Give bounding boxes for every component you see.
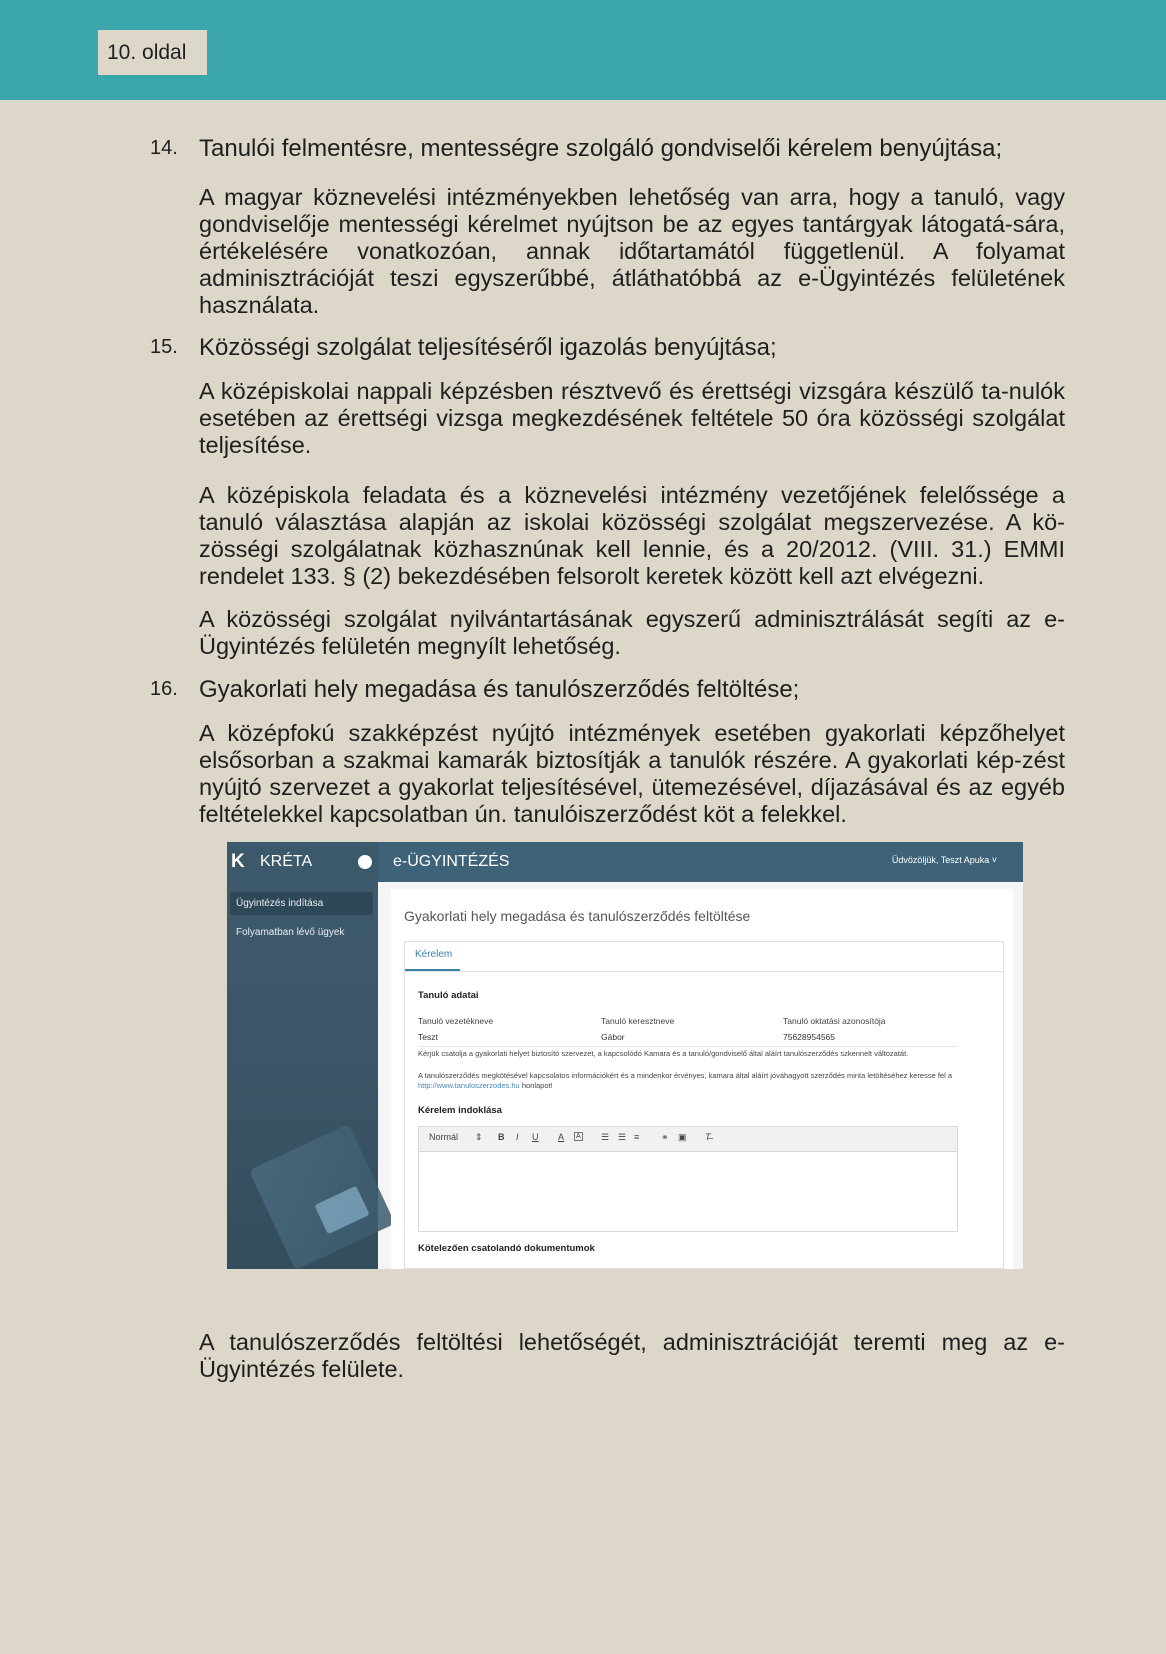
sidebar-toggle-icon[interactable] xyxy=(358,855,372,869)
logo-text: KRÉTA xyxy=(260,853,313,870)
section-request-reason: Kérelem indoklása xyxy=(418,1105,502,1116)
section-student-data: Tanuló adatai xyxy=(418,990,479,1001)
align-icon[interactable]: ≡ xyxy=(634,1132,640,1142)
bold-icon[interactable]: B xyxy=(498,1132,505,1142)
field-label-lastname: Tanuló vezetékneve xyxy=(418,1016,494,1026)
tab-request[interactable]: Kérelem xyxy=(405,942,460,971)
ordered-list-icon[interactable]: ☰ xyxy=(601,1132,610,1142)
upload-instruction: Kérjük csatolja a gyakorlati helyet biztosító szervezet, a kapcsolódó Kamara és a tanuló/gondviselő által aláírt tanulószerződés szkennelt változatát. xyxy=(418,1049,909,1058)
paragraph: A középiskola feladata és a köznevelési intézmény vezetőjének felelőssége a tanuló választása alapján az iskolai közösségi szolgálat megszervezése. A kö-zösségi szolgálatnak közhasznúnak kell lennie, és a 20/2012. (VIII. 31.) EMMI rendelet 133. § (2) bekezdésében felsorolt keretek között kell azt elvégezni. xyxy=(199,482,1065,589)
editor-toolbar xyxy=(419,1127,957,1152)
item-title: Közösségi szolgálat teljesítéséről igazolás benyújtása; xyxy=(199,334,777,361)
item-number: 14. xyxy=(150,137,178,159)
sidebar xyxy=(227,842,378,1269)
field-value-lastname: Teszt xyxy=(418,1032,438,1042)
app-title: e-ÜGYINTÉZÉS xyxy=(393,853,510,870)
decorative-tablet-image xyxy=(249,1124,395,1269)
tanuloszerzodes-link[interactable]: http://www.tanuloszerzodes.hu xyxy=(418,1081,520,1090)
paragraph: A közösségi szolgálat nyilvántartásának egyszerű adminisztrálását segíti az e-Ügyintézés felületén megnyílt lehetőség. xyxy=(199,606,1065,659)
sidebar-item-ongoing-cases[interactable]: Folyamatban lévő ügyek xyxy=(236,927,345,938)
field-label-student-id: Tanuló oktatási azonosítója xyxy=(783,1016,886,1026)
sidebar-item-start-case[interactable]: Ügyintézés indítása xyxy=(230,892,373,915)
link-icon[interactable]: ⚭ xyxy=(661,1132,669,1142)
page-number-label: 10. oldal xyxy=(98,30,207,75)
clear-format-icon[interactable]: T̶ xyxy=(705,1132,711,1142)
info-note xyxy=(418,1071,958,1091)
field-value-student-id: 75628954565 xyxy=(783,1032,836,1042)
user-menu[interactable]: Üdvözöljük, Teszt Apuka ˅ xyxy=(891,855,997,865)
rich-text-editor[interactable] xyxy=(418,1126,958,1232)
text-color-icon[interactable]: A xyxy=(558,1132,565,1142)
tab-bar xyxy=(404,941,1004,971)
section-required-docs: Kötelezően csatolandó dokumentumok xyxy=(418,1243,595,1254)
item-title: Tanulói felmentésre, mentességre szolgáló gondviselői kérelem benyújtása; xyxy=(199,135,1003,162)
divider xyxy=(418,1046,958,1047)
italic-icon[interactable]: I xyxy=(516,1132,519,1142)
info-note-text: A tanulószerződés megkötésével kapcsolatos információkért és a mindenkor érvényes, kamara által aláírt jóváhagyott szerződés minta letöltéséhez keresse fel a xyxy=(418,1071,953,1080)
field-value-firstname: Gábor xyxy=(601,1032,625,1042)
paragraph: A középfokú szakképzést nyújtó intézmények esetében gyakorlati képzőhelyet elsősorban a szakmai kamarák biztosítják a tanulók részére. A gyakorlati kép-zést nyújtó szervezet a gyakorlat teljesítésével, ütemezésével, díjazásával és az egyéb feltételekkel kapcsolatban ún. tanulóiszerződést köt a felekkel. xyxy=(199,720,1065,827)
format-select-arrow-icon[interactable]: ⇕ xyxy=(475,1132,483,1142)
underline-icon[interactable]: U xyxy=(532,1132,539,1142)
paragraph: A középiskolai nappali képzésben résztvevő és érettségi vizsgára készülő ta-nulók esetében az érettségi vizsga megkezdésének feltétele 50 óra közösségi szolgálat teljesítése. xyxy=(199,378,1065,458)
item-number: 16. xyxy=(150,678,178,700)
item-number: 15. xyxy=(150,336,178,358)
bullet-list-icon[interactable]: ☰ xyxy=(618,1132,627,1142)
panel-title: Gyakorlati hely megadása és tanulószerződés feltöltése xyxy=(404,908,751,924)
form-body xyxy=(404,971,1004,1269)
logo-row xyxy=(227,842,378,882)
image-icon[interactable]: ▣ xyxy=(678,1132,687,1142)
form-panel xyxy=(391,889,1013,1269)
closing-paragraph: A tanulószerződés feltöltési lehetőségét, adminisztrációját teremti meg az e-Ügyintézés felülete. xyxy=(199,1329,1065,1382)
item-title: Gyakorlati hely megadása és tanulószerződés feltöltése; xyxy=(199,676,800,703)
paragraph: A magyar köznevelési intézményekben lehetőség van arra, hogy a tanuló, vagy gondviselője mentességi kérelmet nyújtson be az egyes tantárgyak látogatá-sára, értékelésére vonatkozóan, annak időtartamától függetlenül. A folyamat adminisztrációját teszi egyszerűbbé, átláthatóbbá az e-Ügyintézés felületének használata. xyxy=(199,184,1065,318)
info-note-end: honlapot! xyxy=(519,1081,553,1090)
field-label-firstname: Tanuló keresztneve xyxy=(601,1016,675,1026)
format-select[interactable]: Normál xyxy=(429,1132,459,1142)
background-color-icon[interactable]: A xyxy=(576,1133,581,1140)
kreta-logo-icon: K xyxy=(231,851,245,872)
app-screenshot xyxy=(227,842,1023,1269)
